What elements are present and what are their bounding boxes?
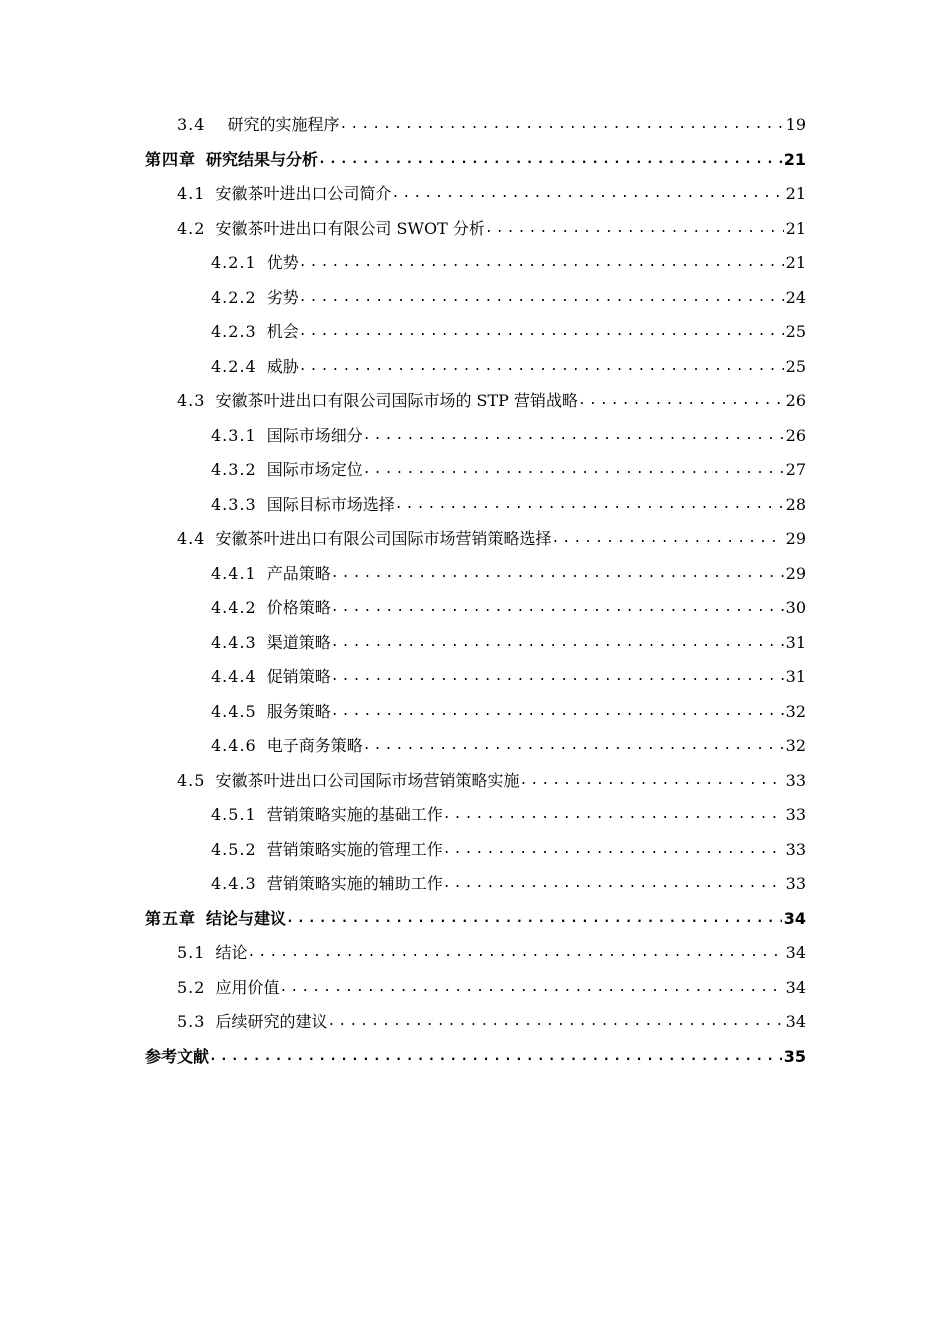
toc-entry-page-number: 33 [785, 840, 806, 859]
toc-entry-page-number: 34 [785, 978, 806, 997]
toc-entry-title: 价格策略 [266, 598, 331, 617]
toc-entry-number: 5.3 [177, 1012, 206, 1031]
toc-entry[interactable] [177, 1007, 806, 1033]
toc-entry-number: 4.3.1 [211, 426, 257, 445]
toc-entry-title: 机会 [266, 322, 299, 341]
toc-entry-title: 研究的实施程序 [227, 115, 340, 134]
toc-dot-leader [299, 321, 784, 343]
toc-entry-number: 4.5.2 [211, 840, 257, 859]
toc-dot-leader [331, 666, 784, 688]
toc-entry-number: 4.3 [177, 391, 206, 410]
toc-entry-title: 安徽茶叶进出口公司国际市场营销策略实施 [215, 771, 520, 790]
toc-entry[interactable] [177, 386, 806, 412]
toc-dot-leader [395, 494, 784, 516]
toc-entry-title: 优势 [266, 253, 299, 272]
toc-entry-title: 研究结果与分析 [206, 150, 319, 169]
toc-entry[interactable] [177, 110, 806, 136]
toc-entry[interactable] [177, 214, 806, 240]
toc-entry-number: 4.5.1 [211, 805, 257, 824]
toc-entry-page-number: 21 [785, 253, 806, 272]
toc-dot-leader [363, 425, 784, 447]
toc-entry-page-number: 31 [785, 667, 806, 686]
toc-entry-title: 国际市场细分 [266, 426, 363, 445]
toc-entry[interactable] [177, 766, 806, 792]
toc-entry-number: 4.4 [177, 529, 206, 548]
toc-dot-leader [443, 839, 784, 861]
toc-entry-page-number: 33 [785, 805, 806, 824]
toc-entry[interactable] [211, 248, 806, 274]
toc-entry-page-number: 32 [785, 702, 806, 721]
toc-dot-leader [339, 114, 783, 136]
toc-entry-page-number: 21 [785, 184, 806, 203]
toc-dot-leader [485, 218, 784, 240]
toc-entry-title: 国际市场定位 [266, 460, 363, 479]
toc-entry-page-number: 29 [785, 529, 806, 548]
toc-entry-page-number: 34 [783, 909, 806, 928]
toc-entry[interactable] [177, 973, 806, 999]
toc-entry[interactable] [211, 697, 806, 723]
toc-entry-number: 4.2.4 [211, 357, 257, 376]
toc-entry-number: 4.4.5 [211, 702, 257, 721]
toc-entry-page-number: 33 [785, 771, 806, 790]
toc-entry-title: 结论与建议 [206, 909, 287, 928]
toc-dot-leader [331, 632, 784, 654]
toc-entry-page-number: 26 [785, 426, 806, 445]
toc-entry-page-number: 35 [783, 1047, 806, 1066]
toc-entry-number: 第四章 [145, 150, 197, 169]
toc-entry-number: 4.4.6 [211, 736, 257, 755]
toc-entry[interactable] [211, 559, 806, 585]
toc-entry[interactable] [145, 145, 806, 171]
toc-entry[interactable] [177, 524, 806, 550]
toc-entry-page-number: 32 [785, 736, 806, 755]
toc-dot-leader [519, 770, 783, 792]
toc-entry-title: 服务策略 [266, 702, 331, 721]
toc-entry[interactable] [211, 317, 806, 343]
toc-entry-title: 结论 [215, 943, 248, 962]
toc-entry-title: 国际目标市场选择 [266, 495, 395, 514]
toc-entry-number: 4.4.2 [211, 598, 257, 617]
toc-dot-leader [443, 804, 784, 826]
toc-dot-leader [247, 942, 783, 964]
toc-dot-leader [286, 908, 782, 930]
toc-entry-title: 营销策略实施的管理工作 [266, 840, 443, 859]
toc-entry-title: 促销策略 [266, 667, 331, 686]
toc-entry[interactable] [177, 938, 806, 964]
toc-entry[interactable] [211, 662, 806, 688]
toc-entry-number: 第五章 [145, 909, 197, 928]
toc-entry-number: 3.4 [177, 115, 206, 134]
toc-entry-page-number: 26 [785, 391, 806, 410]
toc-entry-title: 后续研究的建议 [215, 1012, 328, 1031]
toc-entry-number: 4.4.3 [211, 633, 257, 652]
toc-entry-title: 安徽茶叶进出口有限公司国际市场营销策略选择 [215, 529, 552, 548]
toc-entry-page-number: 30 [785, 598, 806, 617]
toc-entry-title: 参考文献 [145, 1047, 210, 1066]
toc-entry-number: 4.2.3 [211, 322, 257, 341]
toc-entry[interactable] [145, 1042, 806, 1068]
toc-dot-leader [318, 149, 782, 171]
toc-dot-leader [299, 356, 784, 378]
toc-entry-title: 安徽茶叶进出口公司简介 [215, 184, 392, 203]
toc-dot-leader [209, 1046, 782, 1068]
toc-entry-title: 安徽茶叶进出口有限公司国际市场的 STP 营销战略 [215, 391, 579, 410]
toc-entry[interactable] [177, 179, 806, 205]
toc-entry-title: 产品策略 [266, 564, 331, 583]
toc-entry-number: 5.2 [177, 978, 206, 997]
toc-entry-page-number: 27 [785, 460, 806, 479]
toc-dot-leader [391, 183, 783, 205]
toc-entry-number: 5.1 [177, 943, 206, 962]
toc-entry-number: 4.2 [177, 219, 206, 238]
toc-dot-leader [331, 597, 784, 619]
toc-entry-page-number: 21 [783, 150, 806, 169]
toc-entry-title: 营销策略实施的基础工作 [266, 805, 443, 824]
toc-entry-page-number: 28 [785, 495, 806, 514]
toc-entry-number: 4.3.2 [211, 460, 257, 479]
toc-entry[interactable] [211, 352, 806, 378]
toc-entry-number: 4.4.3 [211, 874, 257, 893]
toc-entry-title: 威胁 [266, 357, 299, 376]
toc-entry-title: 安徽茶叶进出口有限公司 SWOT 分析 [215, 219, 485, 238]
toc-entry-title: 应用价值 [215, 978, 280, 997]
toc-entry[interactable] [211, 800, 806, 826]
toc-entry[interactable] [211, 731, 806, 757]
toc-entry[interactable] [211, 593, 806, 619]
toc-entry-page-number: 25 [785, 322, 806, 341]
toc-entry[interactable] [211, 490, 806, 516]
toc-dot-leader [279, 977, 783, 999]
toc-dot-leader [299, 287, 784, 309]
toc-dot-leader [578, 390, 784, 412]
toc-dot-leader [363, 735, 784, 757]
toc-entry-number: 4.1 [177, 184, 206, 203]
toc-dot-leader [327, 1011, 783, 1033]
toc-entry-number: 4.3.3 [211, 495, 257, 514]
toc-entry[interactable] [211, 628, 806, 654]
toc-entry-page-number: 34 [785, 1012, 806, 1031]
toc-dot-leader [443, 873, 784, 895]
toc-entry-number: 4.4.4 [211, 667, 257, 686]
toc-entry-page-number: 25 [785, 357, 806, 376]
toc-entry[interactable] [211, 421, 806, 447]
toc-entry[interactable] [145, 904, 806, 930]
toc-entry-page-number: 19 [785, 115, 806, 134]
toc-entry-page-number: 21 [785, 219, 806, 238]
toc-entry[interactable] [211, 835, 806, 861]
toc-dot-leader [363, 459, 784, 481]
toc-dot-leader [331, 563, 784, 585]
toc-entry-title: 营销策略实施的辅助工作 [266, 874, 443, 893]
toc-entry-page-number: 24 [785, 288, 806, 307]
toc-entry[interactable] [211, 283, 806, 309]
toc-entry-title: 电子商务策略 [266, 736, 363, 755]
toc-entry-title: 渠道策略 [266, 633, 331, 652]
toc-entry[interactable] [211, 869, 806, 895]
toc-entry-page-number: 34 [785, 943, 806, 962]
toc-entry-page-number: 29 [785, 564, 806, 583]
toc-entry-title: 劣势 [266, 288, 299, 307]
toc-entry-number: 4.4.1 [211, 564, 257, 583]
toc-entry[interactable] [211, 455, 806, 481]
toc-dot-leader [551, 528, 783, 550]
toc-entry-number: 4.2.2 [211, 288, 257, 307]
toc-entry-number: 4.2.1 [211, 253, 257, 272]
toc-dot-leader [299, 252, 784, 274]
toc-entry-page-number: 31 [785, 633, 806, 652]
toc-dot-leader [331, 701, 784, 723]
toc-entry-number: 4.5 [177, 771, 206, 790]
toc-entry-page-number: 33 [785, 874, 806, 893]
